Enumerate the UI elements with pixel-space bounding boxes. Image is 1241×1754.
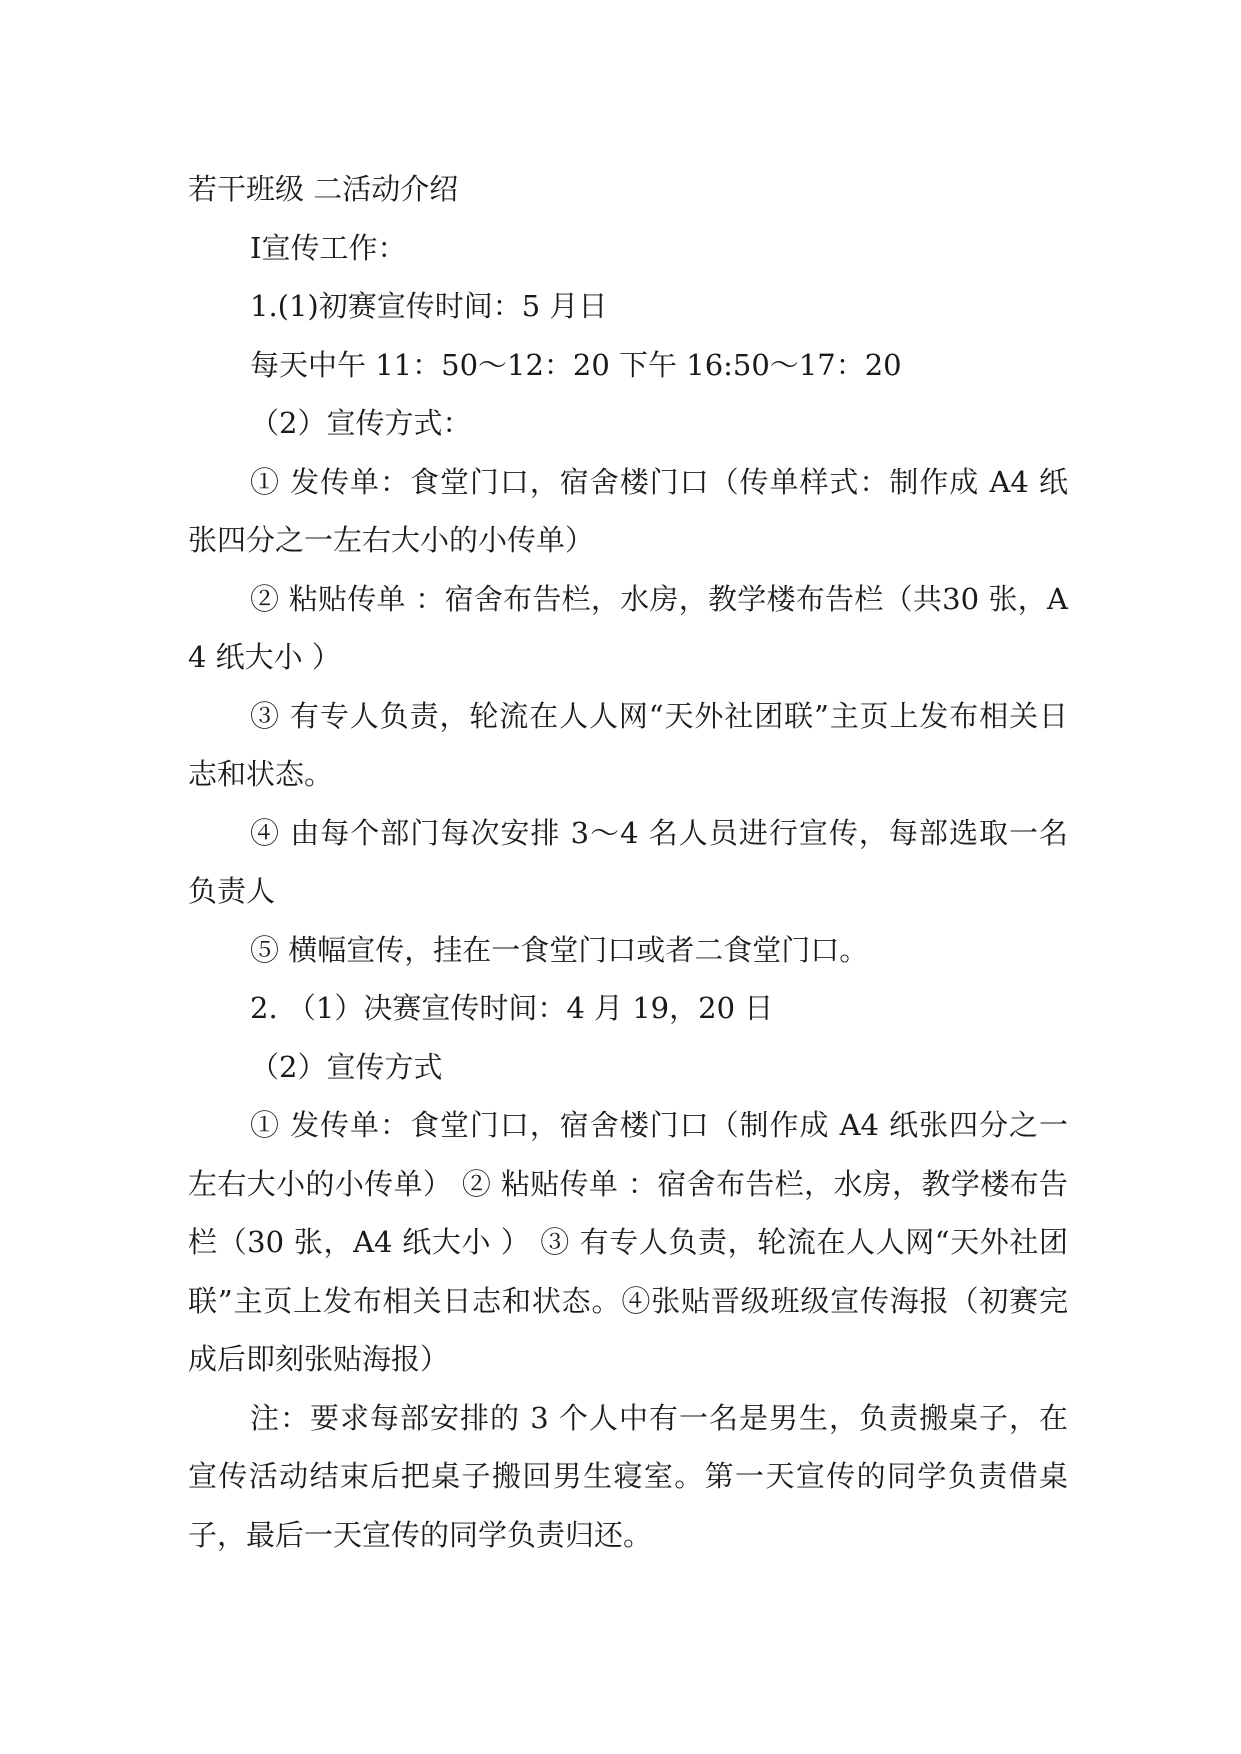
document-heading: 若干班级 二活动介绍 — [188, 172, 459, 206]
final-methods-heading: （2）宣传方式 — [250, 1049, 443, 1084]
method-flyers: ① 发传单：食堂门口，宿舍楼门口（传单样式：制作成 A4 纸张四分之一左右大小的小传单） — [188, 464, 1068, 557]
final-methods-list: ① 发传单：食堂门口，宿舍楼门口（制作成 A4 纸张四分之一左右大小的小传单） ② 粘贴传单 ：宿舍布告栏，水房，教学楼布告栏（30 张，A4 纸大小 ） ③ 有专人负责，轮流在人人网“天外社团联”主页上发布相关日志和状态。④张贴晋级班级宣传海报（初赛完成后即刻张贴海报） — [188, 1108, 1068, 1376]
note-paragraph: 注：要求每部安排的 3 个人中有一名是男生，负责搬桌子，在宣传活动结束后把桌子搬回男生寝室。第一天宣传的同学负责借桌子，最后一天宣传的同学负责归还。 — [188, 1400, 1068, 1552]
section-title-publicity: Ⅰ宣传工作： — [250, 230, 407, 265]
final-publicity-time: 2. （1）决赛宣传时间：4 月 19，20 日 — [250, 991, 774, 1025]
method-online: ③ 有专人负责，轮流在人人网“天外社团联”主页上发布相关日志和状态。 — [188, 698, 1068, 791]
preliminary-publicity-time: 1.(1)初赛宣传时间：5 月日 — [250, 289, 608, 323]
method-posters: ② 粘贴传单 ：宿舍布告栏，水房，教学楼布告栏（共30 张，A4 纸大小 ） — [188, 581, 1068, 674]
document-body — [188, 160, 1068, 1564]
daily-schedule: 每天中午 11：50～12：20 下午 16:50～17：20 — [250, 347, 902, 382]
method-banner: ⑤ 横幅宣传，挂在一食堂门口或者二食堂门口。 — [250, 932, 869, 967]
publicity-methods-heading: （2）宣传方式： — [250, 406, 472, 440]
method-staffing: ④ 由每个部门每次安排 3～4 名人员进行宣传，每部选取一名负责人 — [188, 815, 1068, 908]
